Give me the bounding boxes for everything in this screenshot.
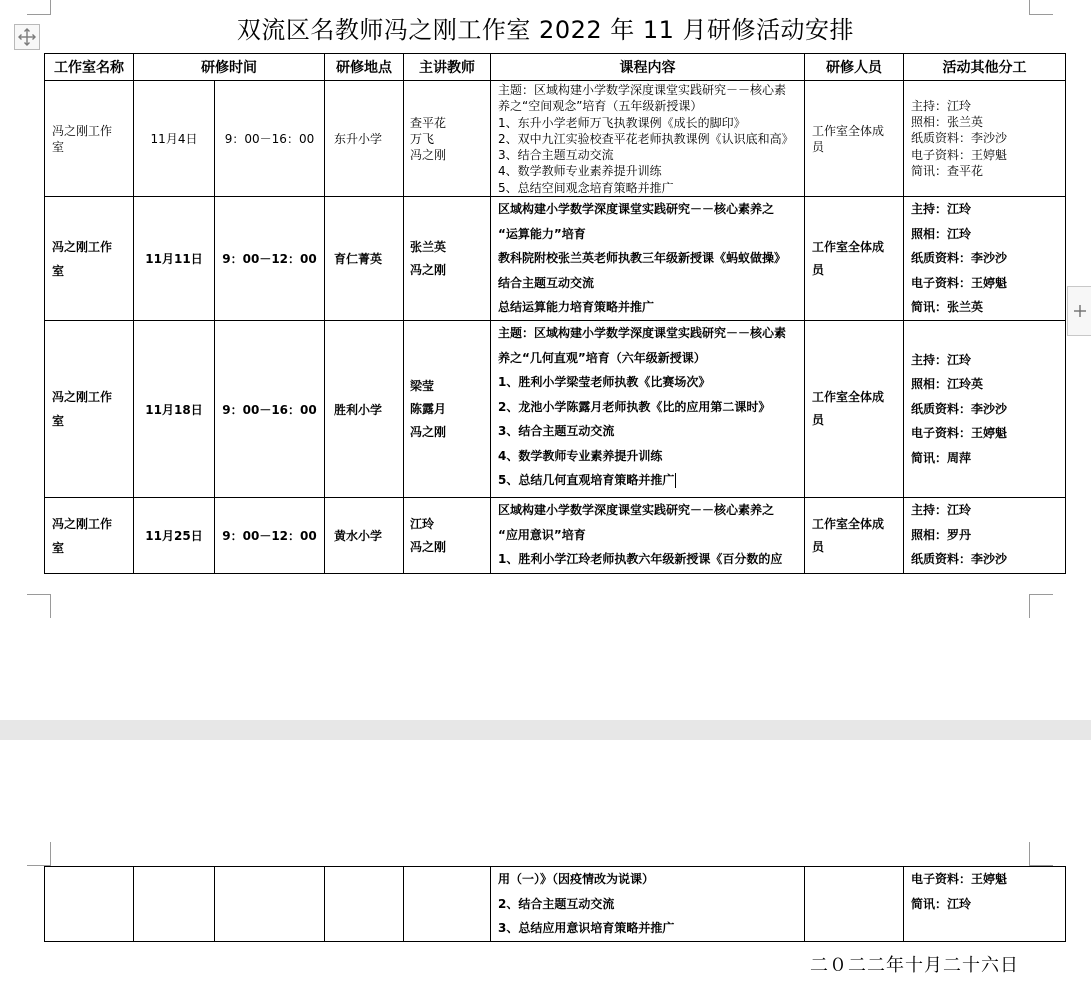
- date-cell: 11月11日: [134, 197, 215, 321]
- time-cell: 9：00－12：00: [215, 498, 325, 574]
- teacher-name: 梁莹: [410, 378, 435, 393]
- course-line: 4、数学教师专业素养提升训练: [498, 448, 663, 463]
- course-line: 1、胜利小学梁莹老师执教《比赛场次》: [498, 375, 711, 390]
- place-cell: 育仁菁英: [325, 197, 404, 321]
- course-line: 总结运算能力培育策略并推广: [498, 300, 655, 315]
- course-cell: [491, 498, 805, 574]
- header-roles: 活动其他分工: [904, 54, 1066, 81]
- course-line: 5、总结空间观念培育策略并推广: [498, 180, 674, 195]
- empty-cell: [45, 867, 134, 942]
- table-row: [45, 81, 1066, 197]
- roles-cell: [904, 321, 1066, 498]
- role-line: 电子资料：王婷魁: [911, 426, 1008, 441]
- header-teacher: 主讲教师: [404, 54, 491, 81]
- staff-cell: [805, 81, 904, 197]
- date-signature: 二０二二年十月二十六日: [810, 955, 1019, 976]
- table-row: [45, 498, 1066, 574]
- schedule-table-continued: [44, 866, 1066, 942]
- studio-name-line: 冯之刚工作: [52, 123, 113, 138]
- staff-line: 员: [812, 539, 825, 554]
- role-line: 纸质资料：李沙沙: [911, 552, 1008, 567]
- role-line: 主持：江玲: [911, 202, 972, 217]
- studio-name-line: 冯之刚工作: [52, 239, 113, 254]
- course-line: 区域构建小学数学深度课堂实践研究－－核心素养之: [498, 503, 775, 518]
- role-line: 电子资料：王婷魁: [911, 872, 1008, 886]
- course-line: 主题：区域构建小学数学深度课堂实践研究－－核心素: [498, 83, 787, 97]
- course-line: 主题：区域构建小学数学深度课堂实践研究－－核心素: [498, 326, 787, 341]
- course-line: “应用意识”培育: [498, 527, 586, 542]
- staff-line: 工作室全体成: [812, 123, 885, 138]
- roles-cell: [904, 81, 1066, 197]
- crop-mark-top-right: [1029, 842, 1053, 866]
- time-cell: 9：00－12：00: [215, 197, 325, 321]
- course-line: 教科院附校张兰英老师执教三年级新授课《蚂蚁做操》: [498, 251, 787, 266]
- teacher-cell: [404, 498, 491, 574]
- role-line: 主持：江玲: [911, 503, 972, 518]
- staff-line: 工作室全体成: [812, 516, 885, 531]
- course-line: “运算能力”培育: [498, 226, 586, 241]
- course-cell: [491, 867, 805, 942]
- teacher-name: 查平花: [410, 115, 447, 130]
- date-cell: 11月25日: [134, 498, 215, 574]
- course-cell: [491, 81, 805, 197]
- place-cell: 胜利小学: [325, 321, 404, 498]
- staff-line: 员: [812, 262, 825, 277]
- crop-mark-bottom-right: [1029, 594, 1053, 618]
- empty-cell: [134, 867, 215, 942]
- course-line: 养之“空间观念”培育（五年级新授课）: [498, 99, 703, 114]
- course-line: 2、双中九江实验校查平花老师执教课例《认识底和高》: [498, 131, 794, 146]
- crop-mark-top-left: [27, 842, 51, 866]
- header-studio: 工作室名称: [45, 54, 134, 81]
- studio-name-line: 冯之刚工作: [52, 390, 113, 405]
- role-line: 照相：罗丹: [911, 527, 972, 542]
- teacher-cell: [404, 197, 491, 321]
- header-time: 研修时间: [134, 54, 325, 81]
- teacher-name: 冯之刚: [410, 147, 447, 162]
- teacher-name: 冯之刚: [410, 424, 447, 439]
- teacher-name: 江玲: [410, 516, 435, 531]
- crop-mark-bottom-left: [27, 594, 51, 618]
- teacher-name: 张兰英: [410, 239, 447, 254]
- role-line: 照相：江玲英: [911, 377, 984, 392]
- roles-cell: [904, 867, 1066, 942]
- role-line: 简讯：张兰英: [911, 300, 984, 315]
- staff-cell: [805, 498, 904, 574]
- role-line: 电子资料：王婷魁: [911, 147, 1008, 162]
- teacher-cell: [404, 81, 491, 197]
- roles-cell: [904, 197, 1066, 321]
- table-header-row: [45, 54, 1066, 81]
- header-place: 研修地点: [325, 54, 404, 81]
- course-line: 3、总结应用意识培育策略并推广: [498, 921, 675, 935]
- course-line: 2、龙池小学陈露月老师执教《比的应用第二课时》: [498, 399, 771, 414]
- staff-cell: [805, 321, 904, 498]
- teacher-name: 冯之刚: [410, 539, 447, 554]
- text-cursor: [675, 473, 676, 488]
- role-line: 简讯：查平花: [911, 163, 984, 178]
- plus-icon[interactable]: [1067, 286, 1091, 336]
- role-line: 主持：江玲: [911, 98, 972, 113]
- studio-name-cell: [45, 81, 134, 197]
- empty-cell: [404, 867, 491, 942]
- course-line: 养之“几何直观”培育（六年级新授课）: [498, 350, 706, 365]
- course-line: 1、东升小学老师万飞执教课例《成长的脚印》: [498, 115, 746, 130]
- document-title: 双流区名教师冯之刚工作室 2022 年 11 月研修活动安排: [236, 16, 855, 44]
- role-line: 简讯：周萍: [911, 450, 972, 465]
- role-line: 主持：江玲: [911, 352, 972, 367]
- date-cell: 11月18日: [134, 321, 215, 498]
- schedule-table: [44, 53, 1066, 574]
- course-line: 3、结合主题互动交流: [498, 148, 614, 163]
- course-line: 4、数学教师专业素养提升训练: [498, 164, 662, 179]
- studio-name-cell: [45, 498, 134, 574]
- header-course: 课程内容: [491, 54, 805, 81]
- table-row: [45, 867, 1066, 942]
- role-line: 简讯：江玲: [911, 896, 972, 911]
- empty-cell: [805, 867, 904, 942]
- studio-name-line: 室: [52, 263, 65, 278]
- teacher-cell: [404, 321, 491, 498]
- date-cell: 11月4日: [134, 81, 215, 197]
- staff-line: 员: [812, 139, 825, 154]
- studio-name-line: 冯之刚工作: [52, 516, 113, 531]
- table-row: [45, 321, 1066, 498]
- staff-line: 工作室全体成: [812, 390, 885, 405]
- course-line: 用（一）》（因疫情改为说课）: [498, 872, 655, 886]
- table-row: [45, 197, 1066, 321]
- header-staff: 研修人员: [805, 54, 904, 81]
- studio-name-line: 室: [52, 414, 65, 429]
- studio-name-line: 室: [52, 540, 65, 555]
- course-line: 2、结合主题互动交流: [498, 896, 615, 911]
- teacher-name: 陈露月: [410, 401, 447, 416]
- course-line: 1、胜利小学江玲老师执教六年级新授课《百分数的应: [498, 552, 783, 567]
- role-line: 纸质资料：李沙沙: [911, 131, 1008, 146]
- course-line: 3、结合主题互动交流: [498, 424, 615, 439]
- role-line: 纸质资料：李沙沙: [911, 401, 1008, 416]
- course-line: 区域构建小学数学深度课堂实践研究－－核心素养之: [498, 202, 775, 217]
- role-line: 照相：张兰英: [911, 115, 984, 130]
- studio-name-cell: [45, 321, 134, 498]
- empty-cell: [215, 867, 325, 942]
- staff-cell: [805, 197, 904, 321]
- teacher-name: 冯之刚: [410, 262, 447, 277]
- course-cell: [491, 197, 805, 321]
- role-line: 电子资料：王婷魁: [911, 275, 1008, 290]
- studio-name-cell: [45, 197, 134, 321]
- role-line: 照相：江玲: [911, 226, 972, 241]
- page-gap: [0, 720, 1091, 740]
- course-line-with-cursor[interactable]: [498, 468, 800, 493]
- roles-cell: [904, 498, 1066, 574]
- course-line: 结合主题互动交流: [498, 275, 595, 290]
- course-cell: [491, 321, 805, 498]
- place-cell: 黄水小学: [325, 498, 404, 574]
- place-cell: 东升小学: [325, 81, 404, 197]
- staff-line: 工作室全体成: [812, 239, 885, 254]
- role-line: 纸质资料：李沙沙: [911, 251, 1008, 266]
- time-cell: 9：00－16：00: [215, 81, 325, 197]
- studio-name-line: 室: [52, 139, 65, 154]
- course-line-text: 5、总结几何直观培育策略并推广: [498, 473, 675, 488]
- staff-line: 员: [812, 413, 825, 428]
- empty-cell: [325, 867, 404, 942]
- teacher-name: 万飞: [410, 131, 435, 146]
- time-cell: 9：00－16：00: [215, 321, 325, 498]
